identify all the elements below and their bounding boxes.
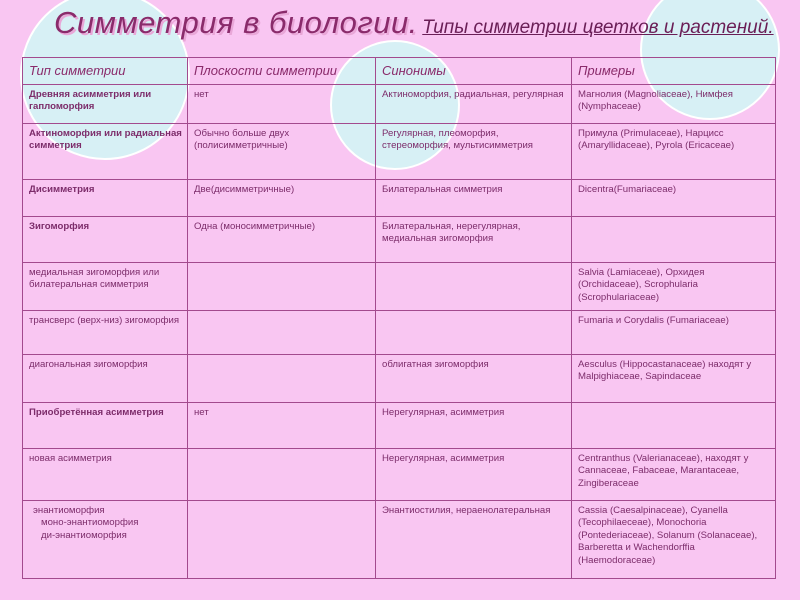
cell-synonyms: Нерегулярная, асимметрия (376, 449, 572, 501)
symmetry-table (22, 57, 776, 579)
header-planes: Плоскости симметрии (188, 58, 376, 85)
type-line: энантиоморфия (33, 505, 105, 516)
cell-type: Приобретённая асимметрия (23, 403, 188, 449)
cell-type: новая асимметрия (23, 449, 188, 501)
title-subtitle: Типы симметрии цветков и растений. (422, 17, 774, 38)
cell-type (23, 501, 188, 579)
header-examples: Примеры (572, 58, 776, 85)
cell-synonyms: Билатеральная симметрия (376, 180, 572, 217)
table-row (23, 263, 776, 311)
cell-synonyms: Нерегулярная, асимметрия (376, 403, 572, 449)
type-line: ди-энантиоморфия (41, 529, 127, 541)
cell-planes (188, 263, 376, 311)
type-line: моно-энантиоморфия (41, 517, 139, 529)
cell-examples: Магнолия (Magnoliaceae), Нимфея (Nymphaceae) (572, 85, 776, 124)
cell-planes: нет (188, 85, 376, 124)
cell-examples: Centranthus (Valerianaceae), находят у Cannaceae, Fabaceae, Marantaceae, Zingiberaceae (572, 449, 776, 501)
cell-synonyms: Актиноморфия, радиальная, регулярная (376, 85, 572, 124)
table-row (23, 449, 776, 501)
cell-synonyms: Энантиостилия, нераенолатеральная (376, 501, 572, 579)
cell-examples (572, 403, 776, 449)
cell-synonyms: Регулярная, плеоморфия, стереоморфия, мультисимметрия (376, 124, 572, 180)
cell-type: Дисимметрия (23, 180, 188, 217)
cell-examples (572, 217, 776, 263)
cell-planes: Две(дисимметричные) (188, 180, 376, 217)
table-header-row (23, 58, 776, 85)
slide-title (54, 6, 794, 41)
cell-planes: нет (188, 403, 376, 449)
table-row (23, 355, 776, 403)
cell-type: Древняя асимметрия или гапломорфия (23, 85, 188, 124)
cell-synonyms (376, 311, 572, 355)
cell-synonyms: облигатная зигоморфия (376, 355, 572, 403)
cell-examples: Dicentra(Fumariaceae) (572, 180, 776, 217)
title-main: Симметрия в биологии. (54, 5, 418, 40)
table-row (23, 501, 776, 579)
cell-planes (188, 449, 376, 501)
header-type: Тип симметрии (23, 58, 188, 85)
cell-type: трансверс (верх-низ) зигоморфия (23, 311, 188, 355)
table-row (23, 124, 776, 180)
cell-type: Актиноморфия или радиальная симметрия (23, 124, 188, 180)
cell-planes: Одна (моносимметричные) (188, 217, 376, 263)
cell-planes (188, 311, 376, 355)
cell-examples: Cassia (Caesalpinaceae), Cyanella (Tecophilaeceae), Monochoria (Pontederiaceae), Solanum (Solanaceae), Barberetta и Wachendorffia (Haemodoraceae) (572, 501, 776, 579)
cell-type: диагональная зигоморфия (23, 355, 188, 403)
cell-synonyms (376, 263, 572, 311)
cell-type: медиальная зигоморфия или билатеральная симметрия (23, 263, 188, 311)
cell-examples: Примула (Primulaceae), Нарцисс (Amaryllidaceae), Pyrola (Ericaceae) (572, 124, 776, 180)
cell-examples: Aesculus (Hippocastanaceae) находят у Malpighiaceae, Sapindaceae (572, 355, 776, 403)
cell-planes: Обычно больше двух (полисимметричные) (188, 124, 376, 180)
table-row (23, 85, 776, 124)
cell-planes (188, 501, 376, 579)
cell-planes (188, 355, 376, 403)
table-row (23, 311, 776, 355)
cell-examples: Salvia (Lamiaceae), Орхидея (Orchidaceae), Scrophularia (Scrophulariaceae) (572, 263, 776, 311)
header-synonyms: Синонимы (376, 58, 572, 85)
table-row (23, 217, 776, 263)
cell-type: Зигоморфия (23, 217, 188, 263)
cell-examples: Fumaria и Corydalis (Fumariaceae) (572, 311, 776, 355)
table-row (23, 180, 776, 217)
table-row (23, 403, 776, 449)
cell-synonyms: Билатеральная, нерегулярная, медиальная зигоморфия (376, 217, 572, 263)
